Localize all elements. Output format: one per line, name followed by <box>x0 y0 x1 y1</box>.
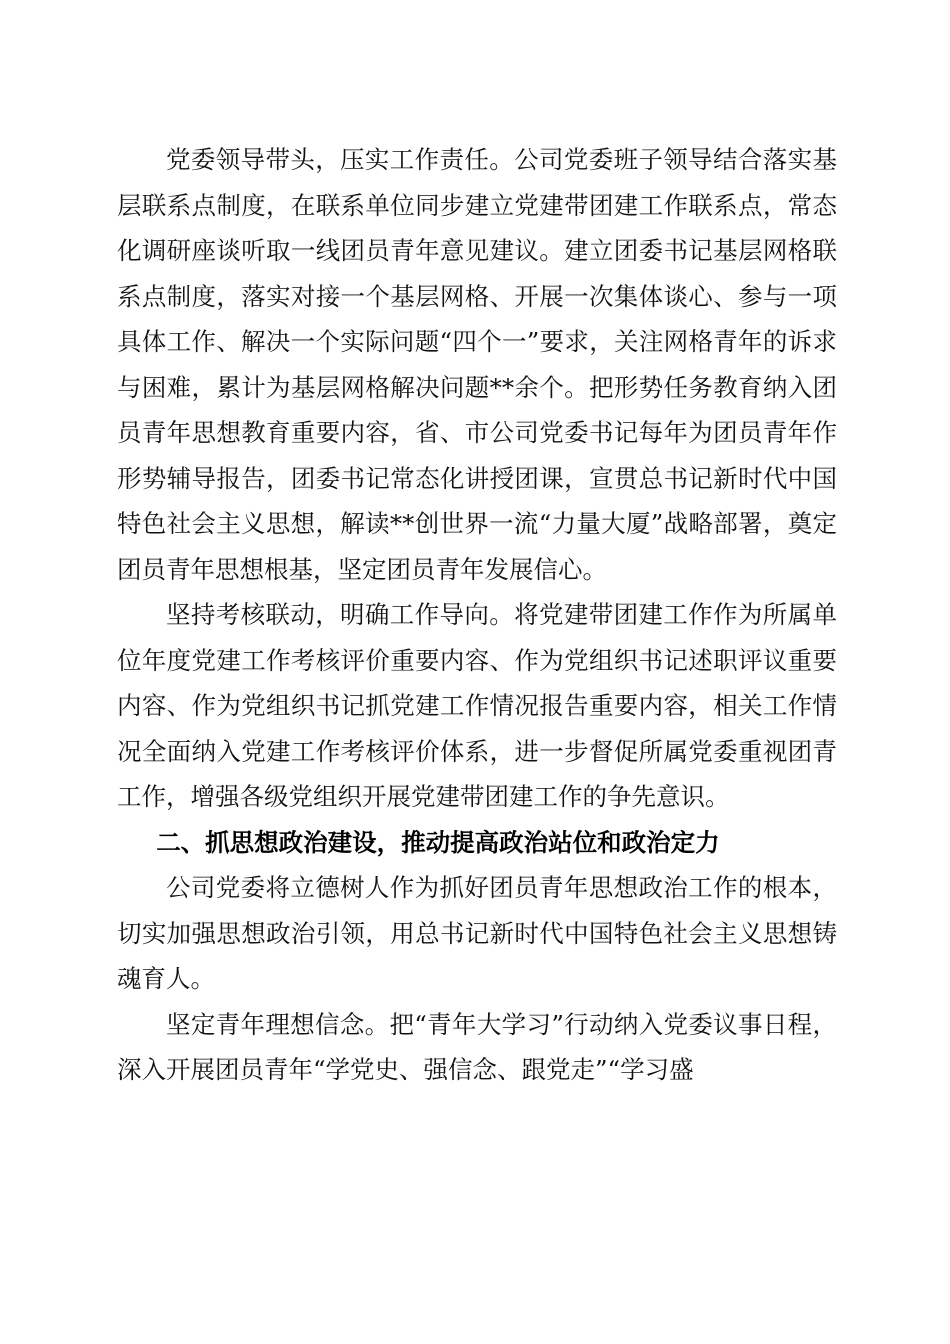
section-heading-ideological-political: 二、抓思想政治建设，推动提高政治站位和政治定力 <box>156 827 720 857</box>
document-body <box>117 137 837 1093</box>
paragraph-party-leadership: 党委领导带头，压实工作责任。公司党委班子领导结合落实基层联系点制度，在联系单位同步建立党建带团建工作联系点，常态化调研座谈听取一线团员青年意见建议。建立团委书记基层网格联系点制度，落实对接一个基层网格、开展一次集体谈心、参与一项具体工作、解决一个实际问题“四个一”要求，关注网格青年的诉求与困难，累计为基层网格解决问题**余个。把形势任务教育纳入团员青年思想教育重要内容，省、市公司党委书记每年为团员青年作形势辅导报告，团委书记常态化讲授团课，宣贯总书记新时代中国特色社会主义思想，解读**创世界一流“力量大厦”战略部署，奠定团员青年思想根基，坚定团员青年发展信心。 <box>117 145 837 584</box>
paragraph-moral-education: 公司党委将立德树人作为抓好团员青年思想政治工作的根本，切实加强思想政治引领，用总书记新时代中国特色社会主义思想铸魂育人。 <box>117 873 837 993</box>
paragraph-assessment-linkage: 坚持考核联动，明确工作导向。将党建带团建工作作为所属单位年度党建工作考核评价重要内容、作为党组织书记述职评议重要内容、作为党组织书记抓党建工作情况报告重要内容，相关工作情况全面纳入党建工作考核评价体系，进一步督促所属党委重视团青工作，增强各级党组织开展党建带团建工作的争先意识。 <box>117 600 837 811</box>
paragraph-youth-ideals: 坚定青年理想信念。把“青年大学习”行动纳入党委议事日程，深入开展团员青年“学党史、强信念、跟党走”“学习盛 <box>117 1009 837 1084</box>
